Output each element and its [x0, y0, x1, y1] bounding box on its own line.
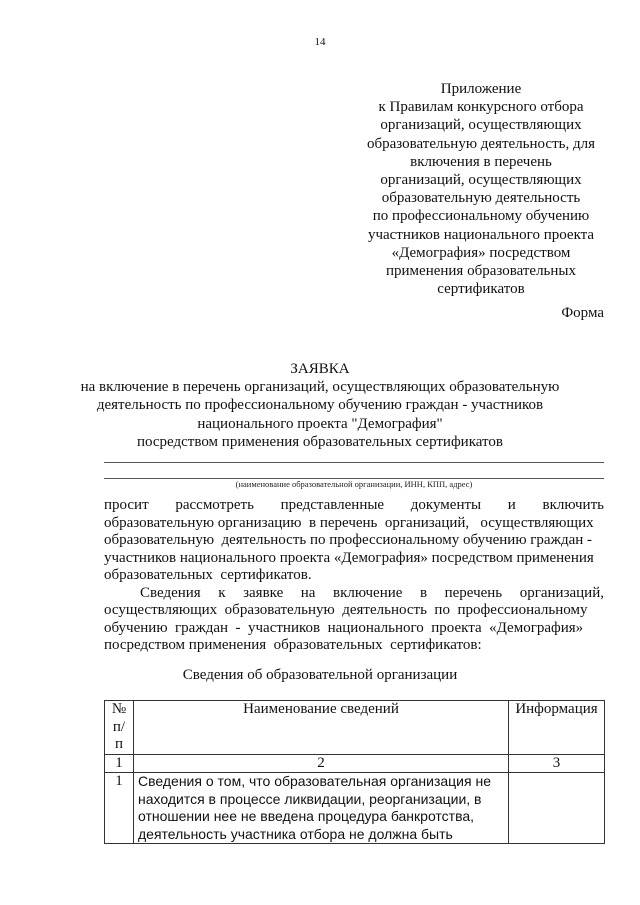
appendix-line: по профессиональному обучению [372, 208, 590, 225]
org-name-line [104, 462, 604, 463]
document-title [0, 360, 640, 451]
appendix-line: к Правилам конкурсного отбора [378, 99, 584, 116]
row-info[interactable] [509, 773, 605, 844]
body-text [104, 497, 604, 655]
appendix-line: «Демография» посредством [391, 244, 571, 261]
page-number: 14 [314, 36, 326, 48]
title-heading: ЗАЯВКА [290, 361, 350, 377]
table-header-row [105, 701, 605, 755]
title-line: деятельность по профессиональному обучению граждан - участников [96, 397, 544, 414]
appendix-line: включения в перечень [410, 153, 552, 170]
row-description: Сведения о том, что образовательная организация не находится в процессе ликвидации, реорганизации, в отношении нее не введена процедура банкротства, деятельность участника отбора не должна быть [134, 773, 509, 844]
appendix-line: применения образовательных [385, 263, 577, 280]
paragraph-2-line: осуществляющих образовательную деятельность по профессиональному [104, 602, 588, 618]
appendix-line: организаций, осуществляющих [380, 172, 582, 189]
paragraph-1-line: образовательную деятельность по профессиональному обучению граждан - [104, 532, 593, 548]
title-line: на включение в перечень организаций, осуществляющих образовательную [80, 379, 560, 396]
appendix-header [330, 80, 632, 298]
numbering-cell: 2 [134, 754, 509, 773]
table-numbering-row [105, 754, 605, 773]
appendix-line: организаций, осуществляющих [380, 117, 582, 134]
paragraph-1-line: просит рассмотреть представленные документы и включить [104, 497, 604, 513]
row-num: 1 [105, 773, 134, 844]
section-title: Сведения об образовательной организации [182, 667, 458, 683]
title-line: посредством применения образовательных сертификатов [137, 433, 503, 450]
form-label: Форма [561, 305, 604, 321]
header-info: Информация [509, 701, 605, 755]
appendix-line: сертификатов [437, 281, 525, 298]
paragraph-2-line: Сведения к заявке на включение в перечень организаций, [140, 584, 604, 601]
paragraph-1-line: образовательных сертификатов. [104, 567, 312, 583]
paragraph-1-line: образовательную организацию в перечень организаций, осуществляющих [104, 514, 594, 531]
appendix-line: участников национального проекта [367, 226, 595, 243]
paragraph-1-line: участников национального проекта «Демография» посредством применения [104, 549, 594, 566]
organization-info-table [104, 700, 605, 844]
appendix-line: Приложение [440, 81, 522, 97]
paragraph-2-line: посредством применения образовательных сертификатов: [104, 637, 482, 653]
numbering-cell: 3 [509, 754, 605, 773]
table-row [105, 773, 605, 844]
header-num: № п/п [105, 701, 134, 755]
header-name: Наименование сведений [134, 701, 509, 755]
org-name-caption: (наименование образовательной организации, ИНН, КПП, адрес) [235, 479, 473, 489]
appendix-line: образовательную деятельность [381, 190, 581, 207]
appendix-line: образовательную деятельность, для [366, 135, 595, 152]
numbering-cell: 1 [105, 754, 134, 773]
paragraph-2-line: обучению граждан - участников национального проекта «Демография» [104, 619, 584, 636]
title-line: национального проекта "Демография" [197, 415, 443, 432]
